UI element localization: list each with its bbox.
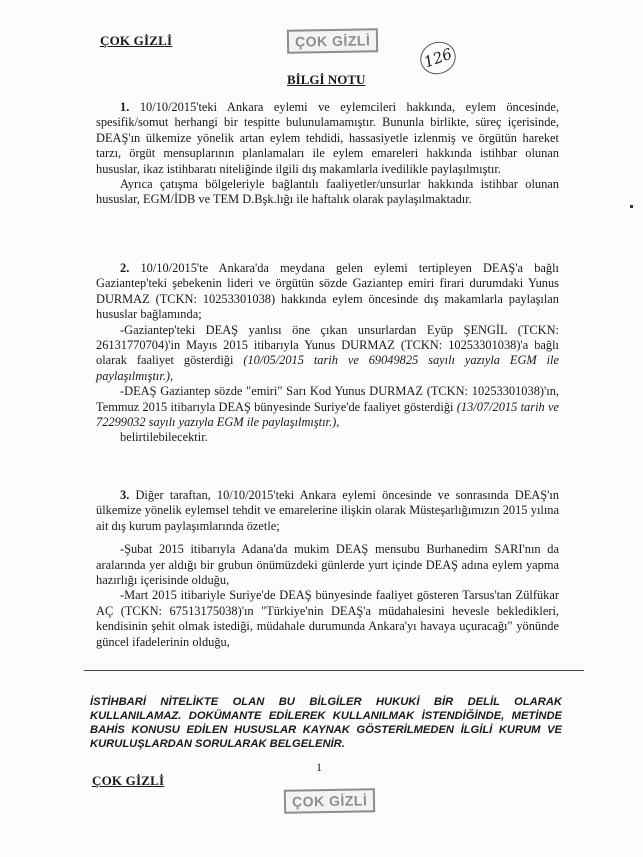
section-2-item-1-ref: (10/05/2015 tarih ve 69049825 sayılı yazıyla EGM ile paylaşılmıştır.), <box>96 353 559 383</box>
section-3-intro: Diğer taraftan, 10/10/2015'teki Ankara eylemi öncesinde ve sonrasında DEAŞ'ın ülkemize yönelik eylemsel tehdit ve emarelerine ilişkin olarak Müsteşarlığımızın 2015 yılına ait dış kurum paylaşımlarında özetle; <box>96 488 559 533</box>
section-3-item-1: -Şubat 2015 itibarıyla Adana'da mukim DEAŞ mensubu Burhanedim SARI'nın da aralarında yer aldığı bir grubun önümüzdeki günlerde yurt içinde DEAŞ adına eylem yapma hazırlığı içerisinde olduğu, <box>96 542 559 588</box>
section-3 <box>96 488 559 650</box>
classification-header: ÇOK GİZLİ <box>100 33 173 48</box>
section-3-item-2: -Mart 2015 itibariyle Suriye'de DEAŞ bünyesinde faaliyet gösteren Tarsus'tan Zülfükar AÇ (TCKN: 67513175038)'ın "Türkiye'nin DEAŞ'a müdahalesini hevesle bekledikleri, kendisinin şehit olmak istediği, müdahale durumunda Ankara'yı havaya uçuracağı" yönünde güncel ifadelerinin olduğu, <box>96 588 559 649</box>
page-number: 1 <box>316 760 322 774</box>
section-1-text-2: Ayrıca çatışma bölgeleriyle bağlantılı faaliyetler/unsurlar hakkında istihbar olunan hususlar, EGM/İDB ve TEM D.Bşk.lığı ile haftalık olarak paylaşılmaktadır. <box>96 177 559 207</box>
section-2-closing: belirtilebilecektir. <box>120 430 208 445</box>
section-1-number: 1. <box>120 100 130 114</box>
section-2-item-1: -Gaziantep'teki DEAŞ yanlısı öne çıkan unsurlardan Eyüp ŞENGİL (TCKN: 26131770704)'in Mayıs 2015 itibarıyla Yunus DURMAZ (TCKN: 10253301038)'a bağlı olarak faaliyet gösterdiği <box>96 322 559 368</box>
section-1-text: 10/10/2015'teki Ankara eylemi ve eylemcileri hakkında, eylem öncesinde, spesifik/somut herhangi bir tespitte bulunulamamıştır. Bununla birlikte, süreç içerisinde, DEAŞ'ın ülkemize yönelik artan eylem tehdidi, hassasiyetle izlenmiş ve örgütün hareket tarzı, örgüt mensuplarının planlamaları ile eylem emareleri hakkında istihbar olunan hususlar, ikaz istihbaratı niteliğinde ilgili dış makamlarla ivedilikle paylaşılmıştır. <box>96 100 559 176</box>
handwritten-page-number: 126 <box>416 37 461 79</box>
section-2-intro: 10/10/2015'te Ankara'da meydana gelen eylemi tertipleyen DEAŞ'a bağlı Gaziantep'teki şebekenin lideri ve örgütün sözde Gaziantep emiri firari durumdaki Yunus DURMAZ (TCKN: 10253301038) hakkında eylem öncesinde dış makamlarla paylaşılan hususlar bağlamında; <box>96 261 559 322</box>
section-3-number: 3. <box>120 488 130 502</box>
classification-footer: ÇOK GİZLİ <box>92 773 165 788</box>
section-2-item-2: -DEAŞ Gaziantep sözde "emiri" Sarı Kod Yunus DURMAZ (TCKN: 10253301038)'ın, Temmuz 2015 itibarıyla DEAŞ bünyesinde Suriye'de faaliyet gösterdiği <box>96 384 559 414</box>
legal-warning: İSTİHBARİ NİTELİKTE OLAN BU BİLGİLER HUKUKİ BİR DELİL OLARAK KULLANILAMAZ. DOKÜMANTE EDİLEREK KULLANILMAK İSTENDİĞİNDE, METİNDE BAHİS KONUSU EDİLEN HUSUSLAR KAYNAK GÖSTERİLMEDEN İLGİLİ KURUM VE KURULUŞLARDAN SORULARAK BELGELENİR. <box>90 696 562 750</box>
classification-stamp: ÇOK GİZLİ <box>287 28 379 54</box>
section-1 <box>96 100 559 208</box>
section-2 <box>96 261 559 446</box>
document-title: BİLGİ NOTU <box>287 72 366 87</box>
section-2-number: 2. <box>120 261 130 275</box>
classification-stamp-footer: ÇOK GİZLİ <box>284 788 376 814</box>
scan-mark <box>630 205 633 208</box>
section-2-item-2-ref: (13/07/2015 tarih ve 72299032 sayılı yazıyla EGM ile paylaşılmıştır.), <box>96 399 559 430</box>
footer-divider <box>84 670 584 671</box>
